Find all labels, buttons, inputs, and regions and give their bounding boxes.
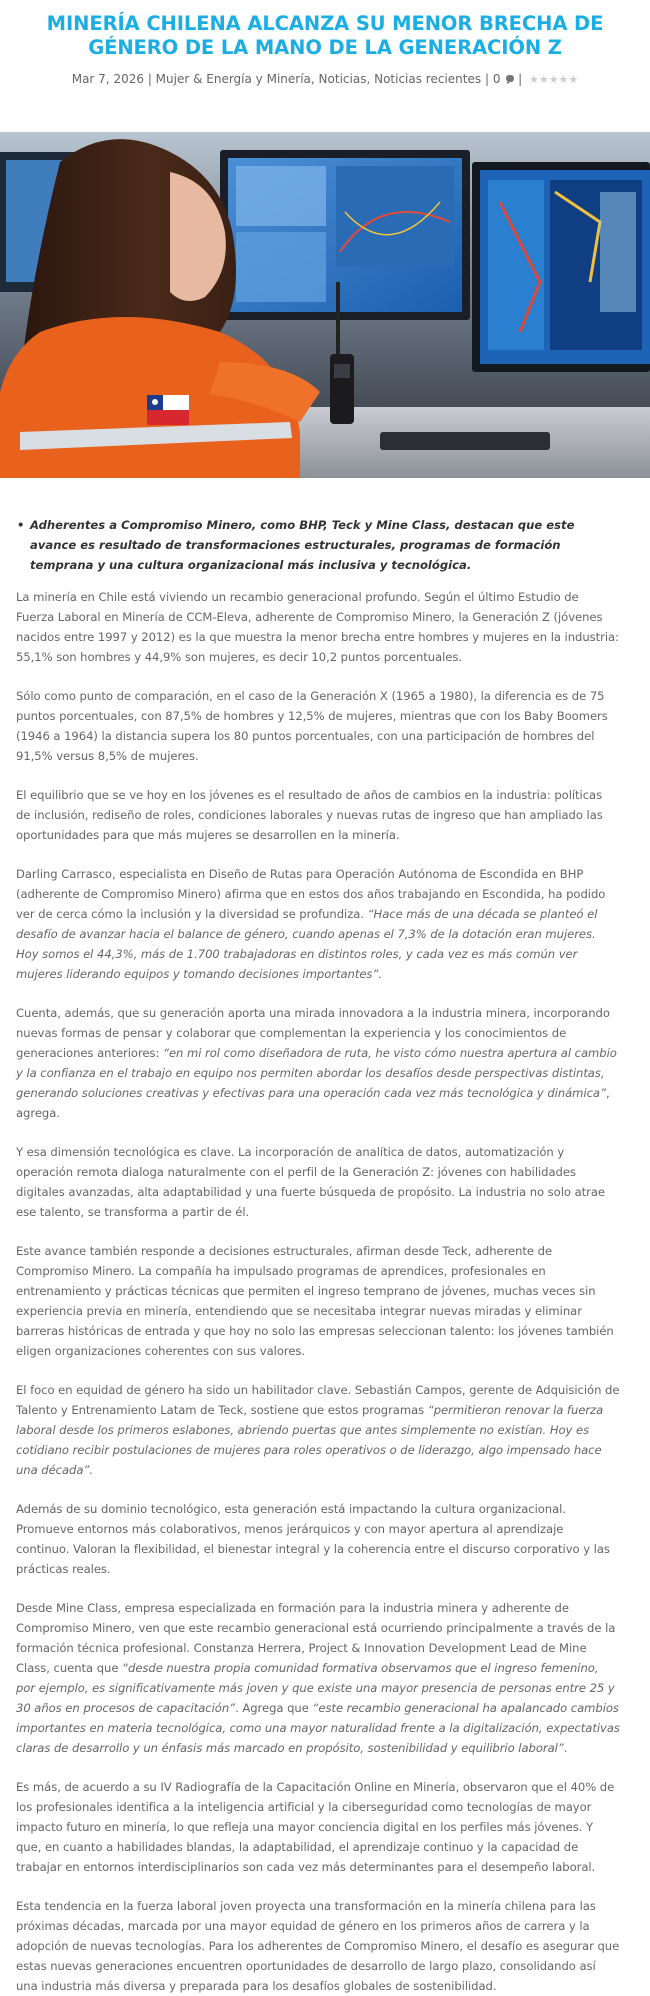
paragraph-8: El foco en equidad de género ha sido un habilitador clave. Sebastián Campos, gerente de Adquisición de Talento y Entrenamiento Latam de Teck, sostiene que estos programas “permitieron renovar la fuerza laboral desde los primeros eslabones, abriendo puertas que antes simplemente no existían. Hoy es cotidiano recibir postulaciones de mujeres para roles operativos o de liderazgo, algo impensado hace una década”. xyxy=(16,1383,620,1477)
category-link-noticias-recientes[interactable]: Noticias recientes xyxy=(374,72,482,86)
summary-list xyxy=(30,515,620,575)
quote-sebastian-campos: “permitieron renovar la fuerza laboral desde los primeros eslabones, abriendo puertas que antes simplemente no existían. Hoy es cotidiano recibir postulaciones de mujeres para roles operativos o de liderazgo, algo impensado hace una década”. xyxy=(16,1403,604,1477)
quote-ruta-design: “en mi rol como diseñadora de ruta, he visto cómo nuestra apertura al cambio y la confianza en el trabajo en equipo nos permiten abordar los desafíos desde perspectivas distintas, generando soluciones creativas y efectivas para una operación cada vez más tecnológica y dinámica” xyxy=(16,1046,617,1100)
post-meta: Mar 7, 2026 | Mujer & Energía y Minería, Noticias, Noticias recientes | 0 | ★★★★★ xyxy=(71,72,579,86)
control-room-photo xyxy=(0,132,650,478)
quote-darling-carrasco: “Hace más de una década se planteó el desafío de avanzar hacia el balance de género, cuando apenas el 7,3% de la dotación eran mujeres. Hoy somos el 44,3%, más de 1.700 trabajadoras en distintos roles, y cada vez es más común ver mujeres liderando equipos y tomando decisiones importantes”. xyxy=(16,907,598,981)
paragraph-4: Darling Carrasco, especialista en Diseño de Rutas para Operación Autónoma de Escondida en BHP (adherente de Compromiso Minero) afirma que en estos dos años trabajando en Escondida, ha podido ver de cerca cómo la inclusión y la diversidad se profundiza. “Hace más de una década se planteó el desafío de avanzar hacia el balance de género, cuando apenas el 7,3% de la dotación eran mujeres. Hoy somos el 44,3%, más de 1.700 trabajadoras en distintos roles, y cada vez es más común ver mujeres liderando equipos y tomando decisiones importantes”. xyxy=(16,867,606,981)
comment-bubble-icon xyxy=(506,75,514,82)
paragraph-5: Cuenta, además, que su generación aporta una mirada innovadora a la industria minera, incorporando nuevas formas de pensar y colaborar que complementan la experiencia y los conocimientos de generaciones anteriores: “en mi rol como diseñadora de ruta, he visto cómo nuestra apertura al cambio y la confianza en el trabajo en equipo nos permiten abordar los desafíos desde perspectivas distintas, generando soluciones creativas y efectivas para una operación cada vez más tecnológica y dinámica”, agrega. xyxy=(16,1006,617,1120)
comments-link[interactable] xyxy=(493,72,514,86)
rating-stars-icon: ★★★★★ xyxy=(528,73,579,86)
quote-constanza-herrera-1: “desde nuestra propia comunidad formativa observamos que el ingreso femenino, por ejemplo, es significativamente más joven y que existe una mayor presencia de personas entre 25 y 30 años en procesos de capacitación” xyxy=(16,1661,615,1715)
category-link-mujer-energia[interactable]: Mujer & Energía y Minería xyxy=(155,72,311,86)
article-body xyxy=(16,515,620,1996)
paragraph-6: Y esa dimensión tecnológica es clave. La incorporación de analítica de datos, automatización y operación remota dialoga naturalmente con el perfil de la Generación Z: jóvenes con habilidades digitales avanzadas, alta adaptabilidad y una fuerte búsqueda de propósito. La industria no solo atrae ese talento, se transforma a partir de él. xyxy=(16,1145,605,1219)
post-date: Mar 7, 2026 xyxy=(71,72,144,86)
quote-constanza-herrera-2: “este recambio generacional ha apalancado cambios importantes en materia tecnológica, como una mayor naturalidad frente a la digitalización, expectativas claras de desarrollo y un énfasis más marcado en propósito, sostenibilidad y equilibrio laboral” xyxy=(16,1701,620,1755)
paragraph-11: Es más, de acuerdo a su IV Radiografía de la Capacitación Online en Minería, observaron que el 40% de los profesionales identifica a la inteligencia artificial y la ciberseguridad como tecnologías de mayor impacto futuro en minería, lo que refleja una mayor conciencia digital en los perfiles más jóvenes. Y que, en cuanto a habilidades blandas, la adaptabilidad, el aprendizaje continuo y la capacidad de trabajar en entornos interdisciplinarios son cada vez más determinantes para el desempeño laboral. xyxy=(16,1780,615,1874)
paragraph-10: Desde Mine Class, empresa especializada en formación para la industria minera y adherente de Compromiso Minero, ven que este recambio generacional está ocurriendo principalmente a través de la formación técnica profesional. Constanza Herrera, Project & Innovation Development Lead de Mine Class, cuenta que “desde nuestra propia comunidad formativa observamos que el ingreso femenino, por ejemplo, es significativamente más joven y que existe una mayor presencia de personas entre 25 y 30 años en procesos de capacitación”. Agrega que “este recambio generacional ha apalancado cambios importantes en materia tecnológica, como una mayor naturalidad frente a la digitalización, expectativas claras de desarrollo y un énfasis más marcado en propósito, sostenibilidad y equilibrio laboral”. xyxy=(16,1601,620,1755)
paragraph-9: Además de su dominio tecnológico, esta generación está impactando la cultura organizacional. Promueve entornos más colaborativos, menos jerárquicos y con mayor apertura al aprendizaje continuo. Valoran la flexibilidad, el bienestar integral y la coherencia entre el discurso corporativo y las prácticas reales. xyxy=(16,1502,610,1576)
category-link-noticias[interactable]: Noticias xyxy=(318,72,367,86)
paragraph-12: Esta tendencia en la fuerza laboral joven proyecta una transformación en la minería chilena para las próximas décadas, marcada por una mayor equidad de género en los primeros años de carrera y la adopción de nuevas tecnologías. Para los adherentes de Compromiso Minero, el desafío es asegurar que estas nuevas generaciones encuentren oportunidades de desarrollo de largo plazo, consolidando así una industria más diversa y preparada para los desafíos globales de sostenibilidad. xyxy=(16,1899,620,1993)
paragraph-1: La minería en Chile está viviendo un recambio generacional profundo. Según el último Estudio de Fuerza Laboral en Minería de CCM-Eleva, adherente de Compromiso Minero, la Generación Z (jóvenes nacidos entre 1997 y 2012) es la que muestra la menor brecha entre hombres y mujeres en la industria: 55,1% son hombres y 44,9% son mujeres, es decir 10,2 puntos porcentuales. xyxy=(16,590,619,664)
post-title: MINERÍA CHILENA ALCANZA SU MENOR BRECHA DE GÉNERO DE LA MANO DE LA GENERACIÓN Z xyxy=(46,12,604,59)
comments-count: 0 xyxy=(492,72,501,86)
paragraph-7: Este avance también responde a decisiones estructurales, afirman desde Teck, adherente de Compromiso Minero. La compañía ha impulsado programas de aprendices, profesionales en entrenamiento y prácticas técnicas que permiten el ingreso temprano de jóvenes, muchas veces sin experiencia previa en minería, entendiendo que se necesitaba integrar nuevas miradas y eliminar barreras históricas de entrada y que hoy no solo las empresas seleccionan talento: los jóvenes también eligen organizaciones coherentes con sus valores. xyxy=(16,1244,614,1358)
paragraph-2: Sólo como punto de comparación, en el caso de la Generación X (1965 a 1980), la diferencia es de 75 puntos porcentuales, con 87,5% de hombres y 12,5% de mujeres, mientras que con los Baby Boomers (1946 a 1964) la distancia supera los 80 puntos porcentuales, con una participación de hombres del 91,5% versus 8,5% de mujeres. xyxy=(16,689,608,763)
featured-image xyxy=(0,132,650,478)
paragraph-3: El equilibrio que se ve hoy en los jóvenes es el resultado de años de cambios en la industria: políticas de inclusión, rediseño de roles, condiciones laborales y nuevas rutas de ingreso que han ampliado las oportunidades para que más mujeres se desarrollen en la minería. xyxy=(16,788,603,842)
summary-bullet: • Adherentes a Compromiso Minero, como BHP, Teck y Mine Class, destacan que este avance es resultado de transformaciones estructurales, programas de formación temprana y una cultura organizacional más inclusiva y tecnológica. xyxy=(30,515,620,575)
